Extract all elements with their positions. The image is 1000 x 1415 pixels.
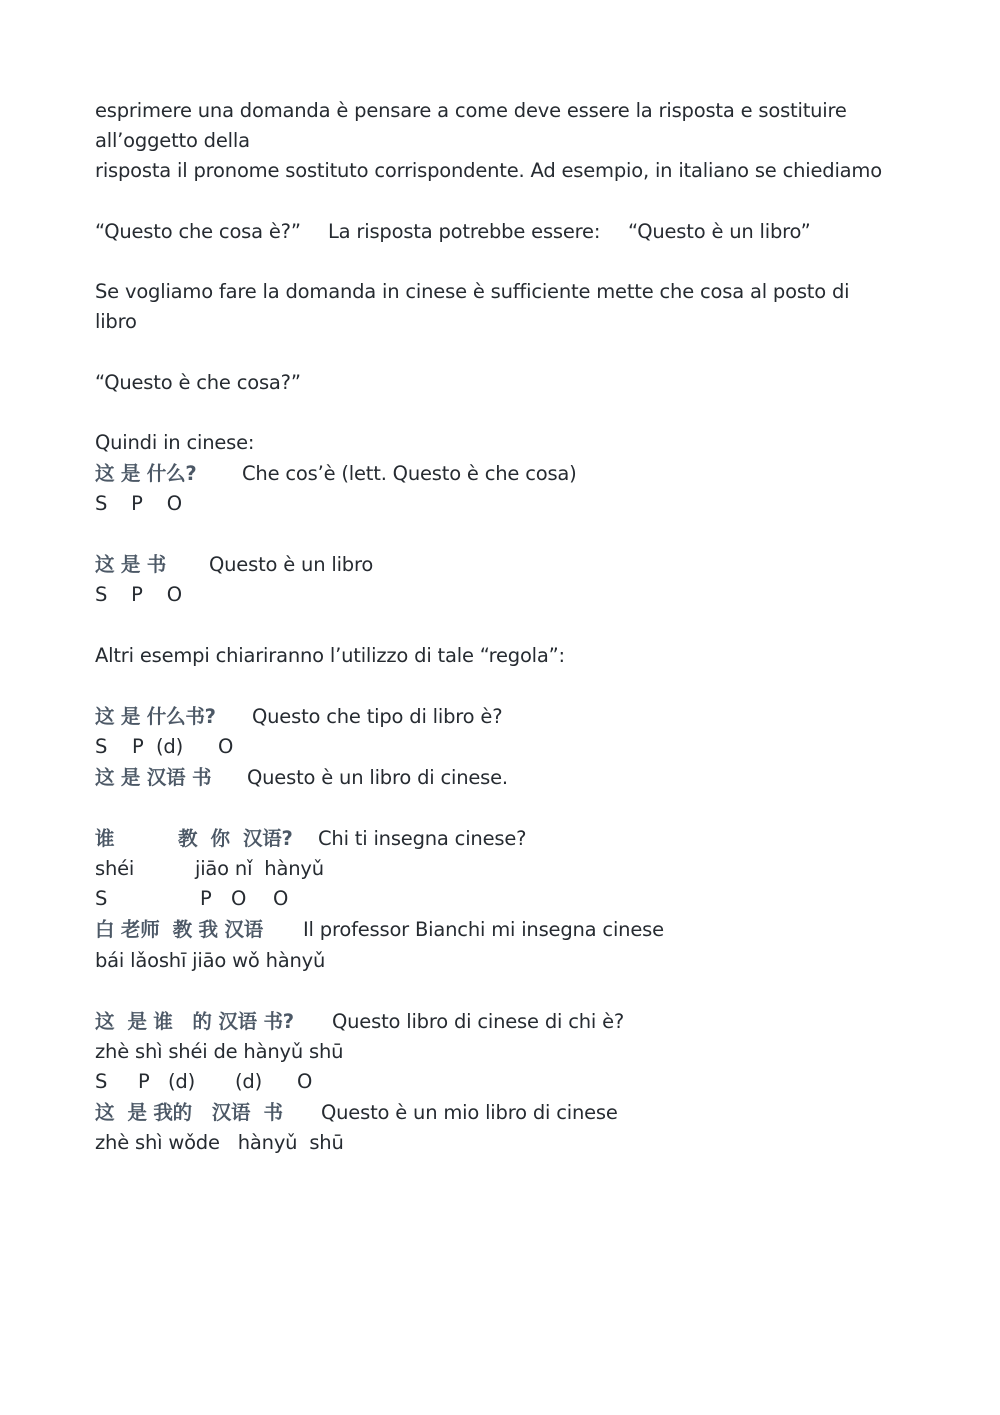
example-6-translation: Il professor Bianchi mi insegna cinese bbox=[303, 918, 664, 941]
example-1-line bbox=[95, 459, 577, 489]
example-8-pinyin: zhè shì wǒde hànyǔ shū bbox=[95, 1131, 344, 1154]
example-5-chinese-subject: 谁 bbox=[95, 827, 115, 850]
label-p: P bbox=[200, 887, 212, 910]
italian-answer-lead: La risposta potrebbe essere: bbox=[328, 220, 601, 243]
label-s: S bbox=[95, 735, 108, 758]
reordered-question: “Questo è che cosa?” bbox=[95, 371, 301, 394]
example-3-line bbox=[95, 702, 503, 732]
example-5-labels bbox=[95, 884, 289, 914]
example-4-chinese: 这 是 汉语 书 bbox=[95, 766, 212, 789]
example-7-pinyin: zhè shì shéi de hànyǔ shū bbox=[95, 1040, 344, 1063]
example-5-translation: Chi ti insegna cinese? bbox=[318, 827, 527, 850]
label-d: (d) bbox=[168, 1070, 195, 1093]
example-1-chinese: 这 是 什么? bbox=[95, 462, 197, 485]
label-p: P bbox=[132, 735, 144, 758]
example-8-line bbox=[95, 1098, 618, 1128]
italian-answer: “Questo è un libro” bbox=[628, 220, 811, 243]
example-7-chinese: 这 是 谁 的 汉语 书? bbox=[95, 1010, 294, 1033]
label-s: S bbox=[95, 1070, 108, 1093]
example-4-line bbox=[95, 763, 508, 793]
label-d: (d) bbox=[156, 735, 183, 758]
other-examples-intro: Altri esempi chiariranno l’utilizzo di tale “regola”: bbox=[95, 644, 565, 667]
example-6-chinese: 白 老师 教 我 汉语 bbox=[95, 918, 264, 941]
example-2-chinese: 这 是 书 bbox=[95, 553, 167, 576]
example-7-translation: Questo libro di cinese di chi è? bbox=[332, 1010, 625, 1033]
example-6-line bbox=[95, 915, 664, 945]
example-3-translation: Questo che tipo di libro è? bbox=[252, 705, 503, 728]
example-5-pinyin-rest: jiāo nǐ hànyǔ bbox=[195, 857, 324, 880]
example-8-chinese: 这 是 我的 汉语 书 bbox=[95, 1101, 283, 1124]
italian-example-line bbox=[95, 217, 811, 247]
intro-line-2: all’oggetto della bbox=[95, 129, 250, 152]
example-5-chinese-rest: 教 你 汉语? bbox=[178, 827, 293, 850]
intro-line-1: esprimere una domanda è pensare a come deve essere la risposta e sostituire bbox=[95, 99, 847, 122]
example-8-translation: Questo è un mio libro di cinese bbox=[321, 1101, 618, 1124]
quindi-heading: Quindi in cinese: bbox=[95, 431, 255, 454]
example-5-pinyin-subject: shéi bbox=[95, 857, 135, 880]
intro-line-3: risposta il pronome sostituto corrispondente. Ad esempio, in italiano se chiediamo bbox=[95, 159, 882, 182]
example-1-labels: S P O bbox=[95, 492, 182, 515]
label-s: S bbox=[95, 887, 108, 910]
label-d: (d) bbox=[235, 1070, 262, 1093]
example-7-line bbox=[95, 1007, 625, 1037]
italian-question: “Questo che cosa è?” bbox=[95, 220, 301, 243]
chinese-intro-line-1: Se vogliamo fare la domanda in cinese è sufficiente mette che cosa al posto di bbox=[95, 280, 850, 303]
chinese-intro-line-2: libro bbox=[95, 310, 137, 333]
example-2-line bbox=[95, 550, 374, 580]
example-3-labels bbox=[95, 732, 234, 762]
label-o: O bbox=[218, 735, 234, 758]
example-6-pinyin: bái lǎoshī jiāo wǒ hànyǔ bbox=[95, 949, 326, 972]
example-5-pinyin bbox=[95, 854, 324, 884]
label-p: P bbox=[138, 1070, 150, 1093]
example-7-labels bbox=[95, 1067, 313, 1097]
example-2-translation: Questo è un libro bbox=[209, 553, 374, 576]
label-o: O bbox=[231, 887, 247, 910]
example-1-translation: Che cos’è (lett. Questo è che cosa) bbox=[242, 462, 577, 485]
label-o: O bbox=[273, 887, 289, 910]
example-5-line bbox=[95, 824, 527, 854]
example-3-chinese: 这 是 什么书? bbox=[95, 705, 216, 728]
example-2-labels: S P O bbox=[95, 583, 182, 606]
label-o: O bbox=[297, 1070, 313, 1093]
example-4-translation: Questo è un libro di cinese. bbox=[247, 766, 508, 789]
